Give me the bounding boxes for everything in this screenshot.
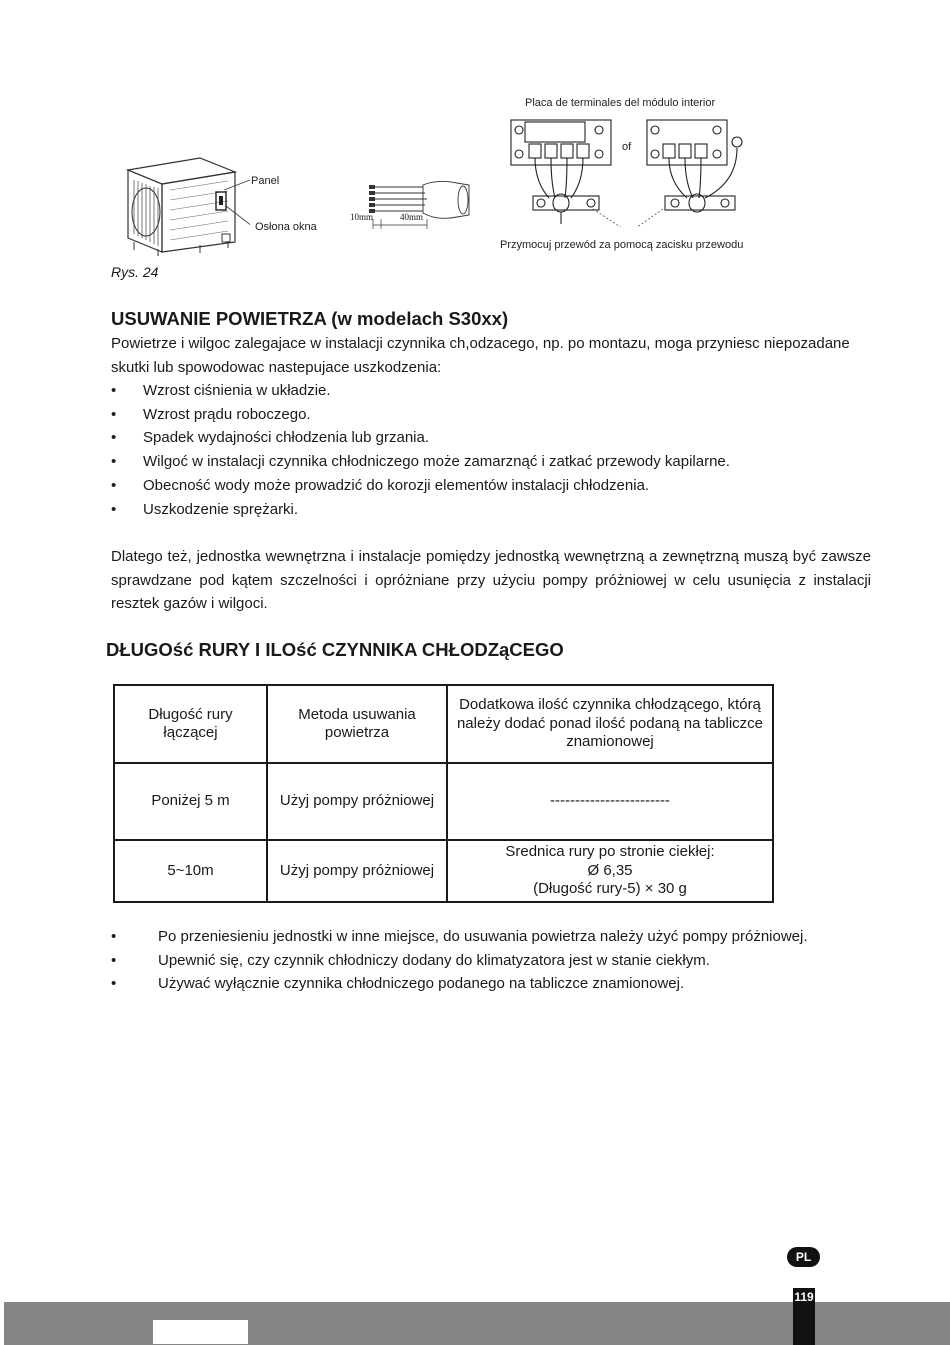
table-header-cell: Metoda usuwania powietrza (267, 685, 447, 763)
table-header-row (114, 685, 773, 763)
dim-10mm-label: 10mm (350, 212, 374, 222)
window-cover-label: Osłona okna (255, 221, 317, 233)
page-number: 119 (794, 1290, 814, 1304)
table-row (114, 840, 773, 902)
bullet-icon: • (111, 951, 117, 969)
table-row (114, 763, 773, 840)
list-item: • Obecność wody może prowadzić do korozji elementów instalacji chłodzenia. (111, 474, 871, 498)
language-badge: PL (787, 1247, 820, 1267)
list-item: • Upewnić się, czy czynnik chłodniczy dodany do klimatyzatora jest w stanie ciekłym. (111, 949, 871, 973)
table-cell: ------------------------ (447, 763, 773, 840)
list-item: • Wzrost prądu roboczego. (111, 403, 871, 427)
table-cell: Srednica rury po stronie ciekłej: Ø 6,35 (Długość rury-5) × 30 g (447, 840, 773, 902)
terminal-boards-illustration (505, 112, 750, 227)
table-cell: Użyj pompy próżniowej (267, 763, 447, 840)
list-item: • Wzrost ciśnienia w układzie. (111, 379, 871, 403)
cable-strip-illustration (345, 175, 475, 235)
table-cell: 5~10m (114, 840, 267, 902)
table-cell: Użyj pompy próżniowej (267, 840, 447, 902)
notes-list (111, 925, 871, 996)
section-heading-pipe-length: DŁUGOść RURY I ILOść CZYNNIKA CHŁODZąCEGO (106, 639, 564, 660)
dim-40mm-label: 40mm (400, 212, 424, 222)
air-removal-paragraph: Dlatego też, jednostka wewnętrzna i instalacje pomiędzy jednostką wewnętrzną a zewnętrzną muszą być zawsze sprawdzane pod kątem szczelności i opróżniane przy użyciu pompy próżniowej w celu usunięcia z instalacji resztek gazów i wilgoci. (111, 548, 871, 613)
table-header-cell: Długość rury łączącej (114, 685, 267, 763)
pipe-length-table (113, 684, 774, 903)
section-heading-air-removal: USUWANIE POWIETRZA (w modelach S30xx) (111, 308, 509, 329)
list-item: • Spadek wydajności chłodzenia lub grzania. (111, 426, 871, 450)
list-item: • Używać wyłącznie czynnika chłodniczego podanego na tabliczce znamionowej. (111, 972, 871, 996)
bullet-icon: • (111, 928, 117, 945)
table-cell: Poniżej 5 m (114, 763, 267, 840)
or-label: of (622, 141, 632, 153)
bullet-icon: • (111, 453, 117, 471)
figure-caption: Rys. 24 (111, 264, 159, 280)
terminal-board-label: Placa de terminales del módulo interior (525, 97, 716, 109)
bullet-icon: • (111, 500, 117, 518)
bullet-icon: • (111, 476, 117, 494)
bullet-icon: • (111, 975, 117, 992)
list-item: • Po przeniesieniu jednostki w inne miejsce, do usuwania powietrza należy użyć pompy próżniowej. (111, 925, 871, 949)
footer-white-box (153, 1320, 248, 1344)
list-item: • Uszkodzenie sprężarki. (111, 498, 871, 522)
fix-wire-label: Przymocuj przewód za pomocą zacisku przewodu (500, 239, 744, 251)
list-item: • Wilgoć w instalacji czynnika chłodniczego może zamarznąć i zatkać przewody kapilarne. (111, 450, 871, 474)
bullet-icon: • (111, 382, 117, 399)
outdoor-unit-illustration (120, 150, 250, 260)
panel-label: Panel (251, 175, 280, 187)
table-header-cell: Dodatkowa ilość czynnika chłodzącego, którą należy dodać ponad ilość podaną na tabliczce znamionowej (447, 685, 773, 763)
bullet-icon: • (111, 405, 117, 423)
damage-list (111, 379, 871, 521)
bullet-icon: • (111, 429, 117, 447)
air-removal-intro: Powietrze i wilgoc zalegajace w instalacji czynnika ch,odzacego, np. po montazu, moga przyniesc niepozadane skutki lub spowodowac nastepujace uszkodzenia: (111, 335, 850, 376)
